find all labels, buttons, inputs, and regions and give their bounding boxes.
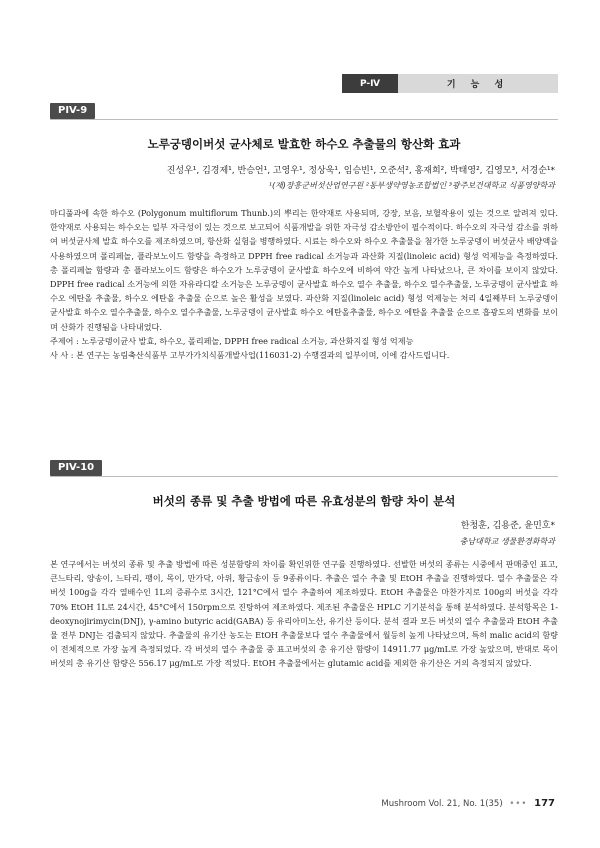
abstract-body (50, 557, 558, 671)
affiliation: ¹(재)장흥군버섯산업연구원 ²동부생약영농조합법인 ³광주보건대학교 식품영양학과 (268, 181, 555, 190)
section-name: 기 능 성 (398, 74, 558, 93)
section-code: P-Ⅳ (342, 74, 398, 93)
page-number: 177 (534, 798, 555, 809)
page-footer (381, 798, 555, 809)
section-header (342, 74, 558, 93)
keywords: 주제어 : 노루궁뎅이균사 발효, 하수오, 폴리페놀, DPPH free radical 소거능, 과산화지질 형성 억제능 (50, 335, 414, 346)
divider (50, 119, 558, 120)
divider (50, 476, 558, 477)
abstract-tag: PIV-10 (50, 460, 102, 476)
author-list: 한청훈, 김용준, 윤민호* (460, 521, 555, 531)
journal-citation: Mushroom Vol. 21, No. 1(35) (381, 799, 503, 809)
acknowledgement: 사 사 : 본 연구는 농림축산식품부 고부가가치식품개발사업(116031-2) 수행결과의 일부이며, 이에 감사드립니다. (50, 350, 450, 361)
abstract-title: 노루궁뎅이버섯 균사체로 발효한 하수오 추출물의 항산화 효과 (147, 137, 461, 151)
abstract-body (50, 206, 558, 362)
affiliation: 충남대학교 생물환경화학과 (459, 537, 555, 546)
abstract-paragraph: 마디풀과에 속한 하수오 (Polygonum multiflorum Thunb.)의 뿌리는 한약재로 사용되며, 강장, 보음, 보혈작용이 있는 것으로 알려져 있다. 한약재로 사용되는 하수오는 일부 자극성이 있는 것으로 보고되어 식품개발을 위한 자극성 감소방안이 필수적이다. 하수오의 자극성 감소를 위하여 버섯균사체 발효 하수오를 제조하였으며, 항산화 실험을 병행하였다. 시료는 하수오와 하수오 추출물을 첨가한 노루궁뎅이 버섯균사 배양액을 사용하였으며 폴리페놀, 플라보노이드 함량을 측정하고 DPPH free radical 소거능과 과산화 지질(linoleic acid) 형성 억제능을 측정하였다. 총 폴리페놀 함량과 총 플라보노이드 함량은 하수오가 노루궁뎅이 균사발효 하수오에 비하여 약간 높게 나타났으나, 큰 차이를 보이지 않았다. DPPH free radical 소거능에 의한 자유라디칼 소거능은 노루궁뎅이 균사발효 하수오 열수 추출물, 하수오 열수추출물, 노루궁뎅이 균사발효 하수오 에탄올 추출물, 하수오 에탄올 추출물 순으로 높은 활성을 보였다. 과산화 지질(linoleic acid) 형성 억제능는 처리 4일째부터 노루궁뎅이 균사발효 하수오 열수추출물, 하수오 열수추출물, 노루궁뎅이 균사발효 하수오 에탄올추출물, 하수오 에탄올 추출물 순으로 흡광도의 변화를 보이며 산화가 진행됨을 나타내었다. (50, 208, 558, 332)
author-list: 진성우¹, 김경제¹, 반승언¹, 고영우¹, 정상욱¹, 임승빈¹, 오준석², 홍재희², 박태영², 김영모³, 서경순¹* (166, 166, 555, 176)
abstract-title: 버섯의 종류 및 추출 방법에 따른 유효성분의 함량 차이 분석 (152, 494, 456, 508)
footer-dots: ••• (509, 799, 528, 809)
abstract-tag: PIV-9 (50, 103, 95, 119)
abstract-paragraph: 본 연구에서는 버섯의 종류 및 추출 방법에 따른 성분함량의 차이를 확인위한 연구를 진행하였다. 선발한 버섯의 종류는 시중에서 판매중인 표고, 큰느타리, 양송이, 느타리, 팽이, 목이, 만가닥, 아위, 황금송이 등 9종류이다. 추출은 열수 추출 및 EtOH 추출을 진행하였다. 열수 추출물은 각 버섯 100g을 각각 열배수인 1L의 증류수로 3시간, 121°C에서 열수 추출하여 제조하였다. EtOH 추출물은 마찬가지로 100g의 버섯을 각각 70% EtOH 1L로 24시간, 45°C에서 150rpm으로 진탕하여 제조하였다. 제조된 추출물은 HPLC 기기분석을 통해 분석하였다. 분석항목은 1-deoxynojirimycin(DNJ), γ-amino butyric acid(GABA) 등 유리아미노산, 유기산 등이다. 분석 결과 모든 버섯의 열수 추출물과 EtOH 추출물 전부 DNJ는 검출되지 않았다. 추출물의 유기산 농도는 EtOH 추출물보다 열수 추출물에서 월등히 높게 나타났으며, 특히 malic acid의 함량이 전체적으로 가장 높게 측정되었다. 각 버섯의 열수 추출물 중 표고버섯의 총 유기산 함량이 14911.77 μg/mL로 가장 높았으며, 반대로 목이버섯의 총 유기산 함량은 556.17 μg/mL로 가장 적었다. EtOH 추출물에서는 glutamic acid를 제외한 유기산은 거의 측정되지 않았다. (50, 559, 558, 669)
